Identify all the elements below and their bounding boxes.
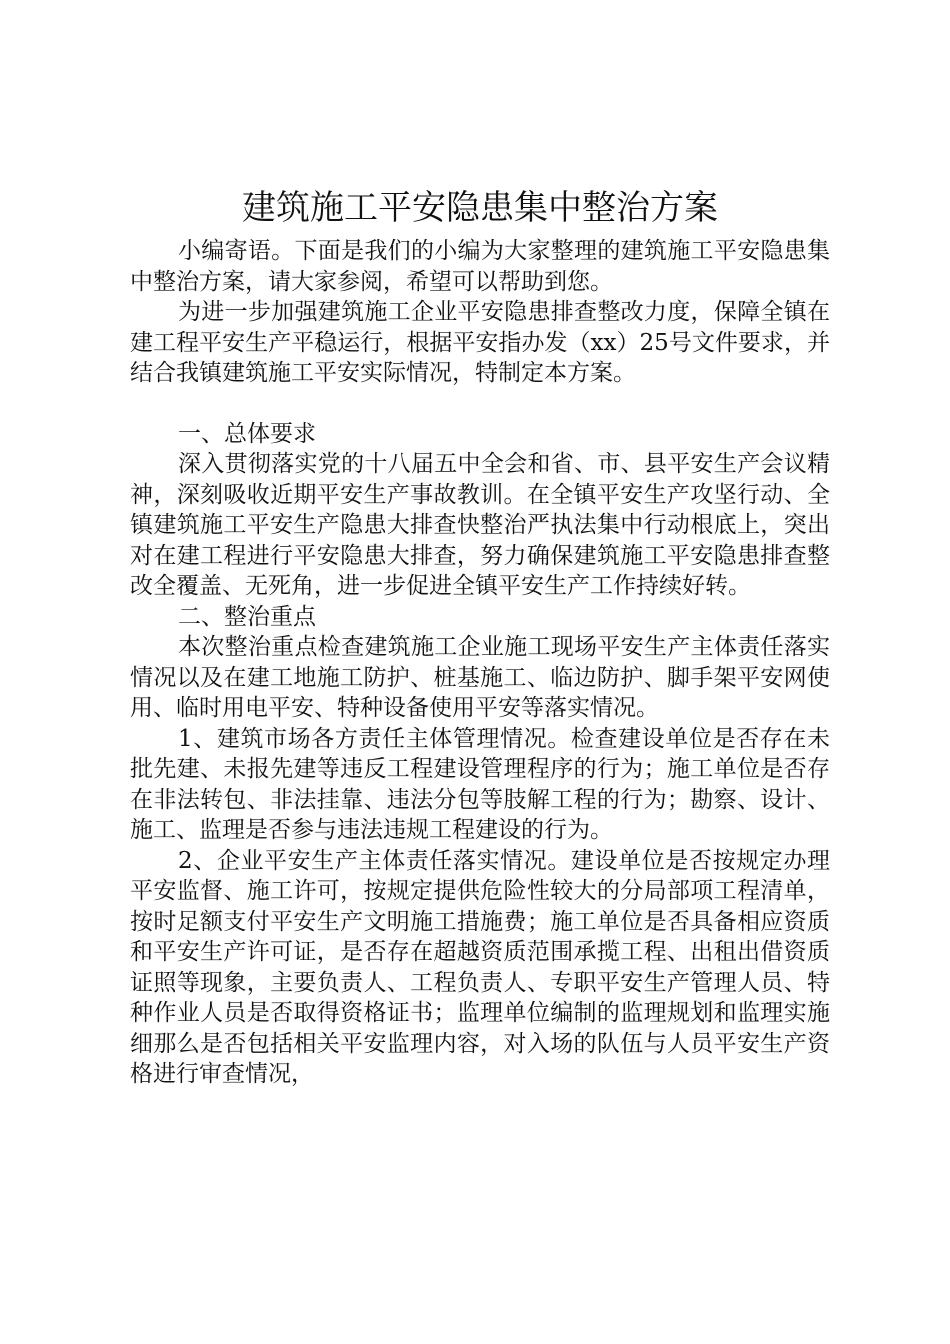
document-title: 建筑施工平安隐患集中整治方案 [242,188,718,228]
general-requirements-paragraph: 深入贯彻落实党的十八届五中全会和省、市、县平安生产会议精神，深刻吸收近期平安生产事故教训。在全镇平安生产攻坚行动、全镇建筑施工平安生产隐患大排查快整治严执法集中行动根底上，突出对在建工程进行平安隐患大排查，努力确保建筑施工平安隐患排查整改全覆盖、无死角，进一步促进全镇平安生产工作持续好转。 [130,451,830,599]
item-2-paragraph: 2、企业平安生产主体责任落实情况。建设单位是否按规定办理平安监督、施工许可，按规定提供危险性较大的分局部项工程清单，按时足额支付平安生产文明施工措施费；施工单位是否具备相应资质和平安生产许可证，是否存在超越资质范围承揽工程、出租出借资质证照等现象，主要负责人、工程负责人、专职平安生产管理人员、特种作业人员是否取得资格证书；监理单位编制的监理规划和监理实施细那么是否包括相关平安监理内容，对入场的队伍与人员平安生产资格进行审查情况， [130,847,830,1087]
document-page [130,178,830,1090]
paragraph-spacer [130,389,830,419]
section-heading-general: 一、总体要求 [178,420,316,447]
item-1-paragraph: 1、建筑市场各方责任主体管理情况。检查建设单位是否存在未批先建、未报先建等违反工程建设管理程序的行为；施工单位是否存在非法转包、非法挂靠、违法分包等肢解工程的行为；勘察、设计、施工、监理是否参与违法违规工程建设的行为。 [130,725,830,843]
purpose-paragraph: 为进一步加强建筑施工企业平安隐患排查整改力度，保障全镇在建工程平安生产平稳运行，根据平安指办发（xx）25号文件要求，并结合我镇建筑施工平安实际情况，特制定本方案。 [130,299,830,386]
focus-paragraph: 本次整治重点检查建筑施工企业施工现场平安生产主体责任落实情况以及在建工地施工防护、桩基施工、临边防护、脚手架平安网使用、临时用电平安、特种设备使用平安等落实情况。 [130,634,830,721]
intro-paragraph: 小编寄语。下面是我们的小编为大家整理的建筑施工平安隐患集中整治方案，请大家参阅，希望可以帮助到您。 [130,238,830,295]
section-heading-focus: 二、整治重点 [178,603,316,630]
